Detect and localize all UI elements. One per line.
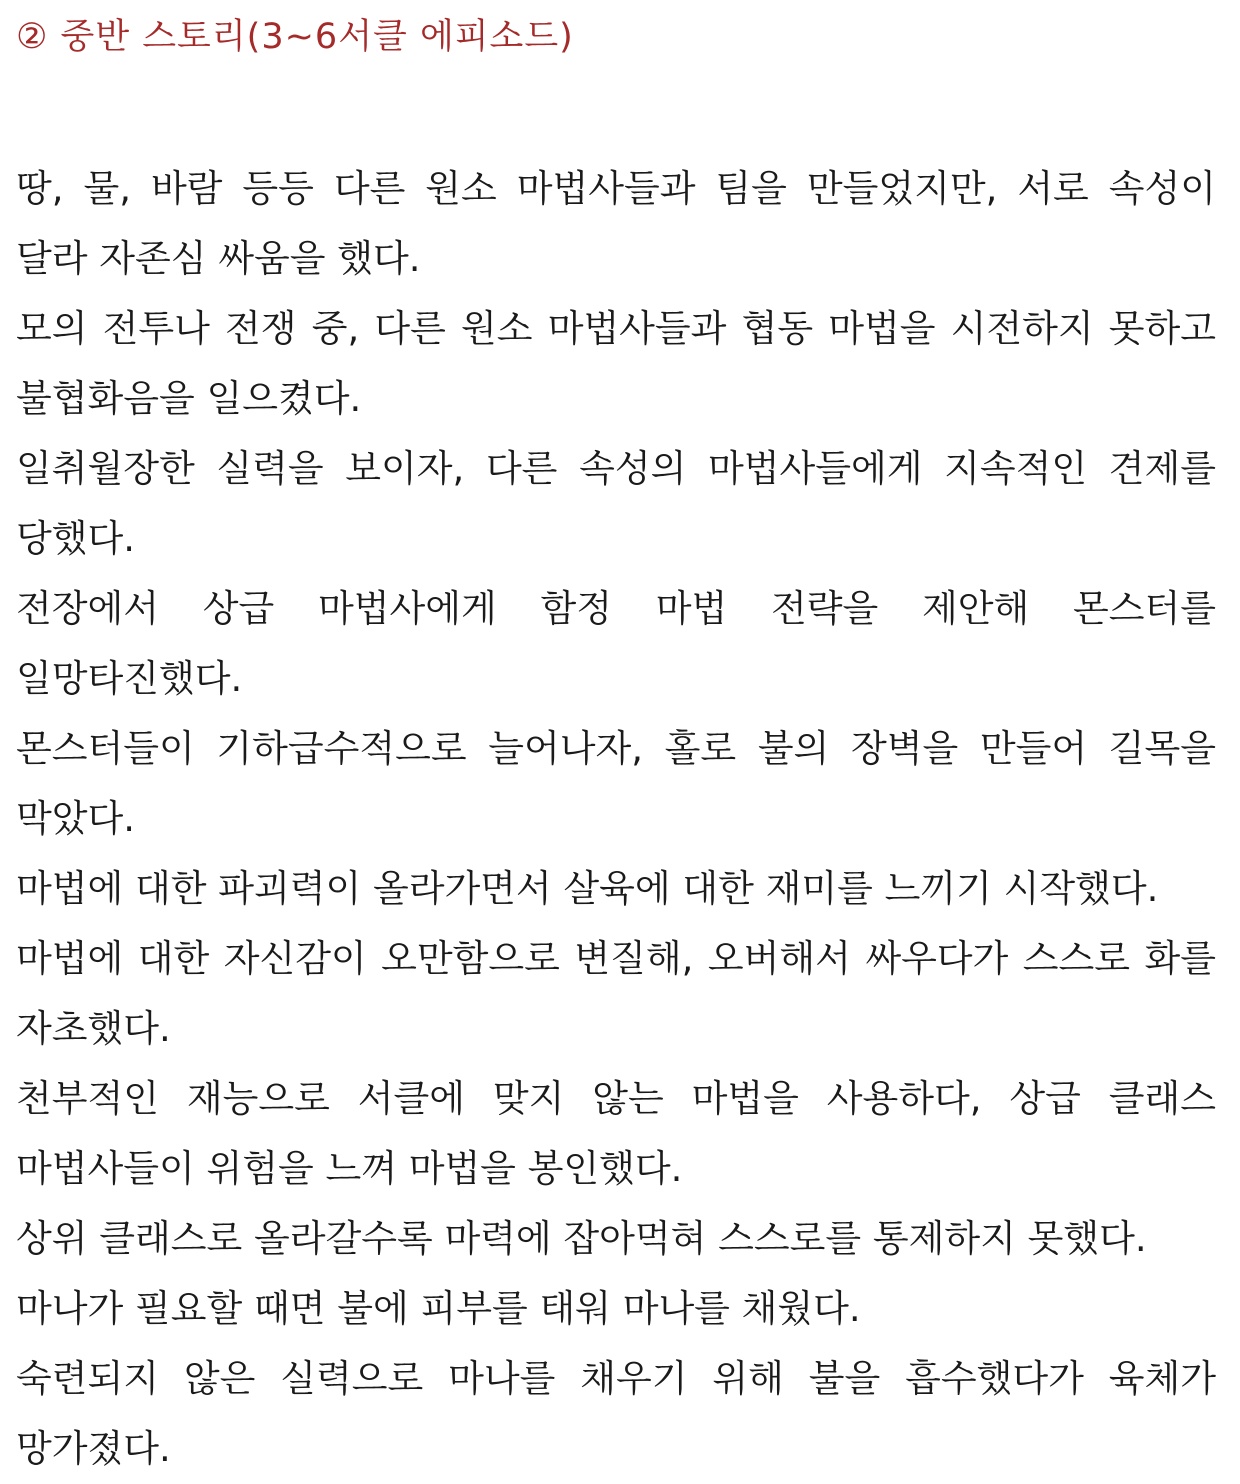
paragraph: 몬스터들이 기하급수적으로 늘어나자, 홀로 불의 장벽을 만들어 길목을 막았다. (16, 727, 1216, 840)
story-paragraphs (16, 154, 1216, 1484)
paragraph: 땅, 물, 바람 등등 다른 원소 마법사들과 팀을 만들었지만, 서로 속성이 달라 자존심 싸움을 했다. (16, 167, 1216, 280)
paragraph: 천부적인 재능으로 서클에 맞지 않는 마법을 사용하다, 상급 클래스 마법사들이 위험을 느껴 마법을 봉인했다. (16, 1077, 1216, 1190)
paragraph: 일취월장한 실력을 보이자, 다른 속성의 마법사들에게 지속적인 견제를 당했다. (16, 447, 1216, 560)
section-heading: ② 중반 스토리(3~6서클 에피소드) (16, 17, 574, 57)
paragraph: 상위 클래스로 올라갈수록 마력에 잡아먹혀 스스로를 통제하지 못했다. (16, 1217, 1147, 1260)
paragraph: 전장에서 상급 마법사에게 함정 마법 전략을 제안해 몬스터를 일망타진했다. (16, 587, 1216, 700)
paragraph: 마나가 필요할 때면 불에 피부를 태워 마나를 채웠다. (16, 1287, 861, 1330)
document (16, 0, 1216, 1484)
paragraph: 모의 전투나 전쟁 중, 다른 원소 마법사들과 협동 마법을 시전하지 못하고 불협화음을 일으켰다. (16, 307, 1216, 420)
paragraph: 숙련되지 않은 실력으로 마나를 채우기 위해 불을 흡수했다가 육체가 망가졌다. (16, 1357, 1216, 1470)
paragraph: 마법에 대한 자신감이 오만함으로 변질해, 오버해서 싸우다가 스스로 화를 자초했다. (16, 937, 1216, 1050)
paragraph: 마법에 대한 파괴력이 올라가면서 살육에 대한 재미를 느끼기 시작했다. (16, 867, 1159, 910)
